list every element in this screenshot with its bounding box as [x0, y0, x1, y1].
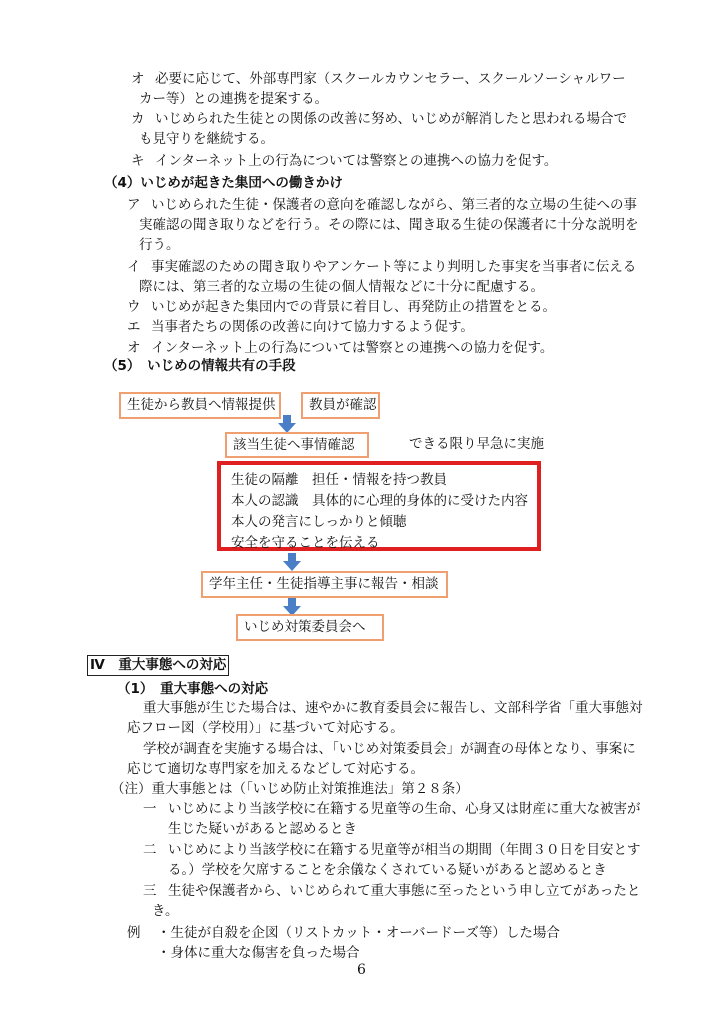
list1-item-o-line2: カー等）との連携を提案する。 — [139, 91, 328, 107]
iv-example-label: 例 — [127, 925, 141, 941]
list1-mark-o: オ — [131, 71, 145, 87]
iv-note-2-line2: る。）学校を欠席することを余儀なくされている疑いがあると認めるとき — [168, 862, 607, 878]
s4-item-o-line1: インターネット上の行為については警察との連携への協力を促す。 — [151, 340, 554, 356]
s4-mark-a: ア — [127, 197, 141, 213]
s4-item-u-line1: いじめが起きた集団内での背景に着目し、再発防止の措置をとる。 — [151, 299, 556, 315]
iv-note-heading: （注）重大事態とは（「いじめ防止対策推進法」第２８条） — [111, 781, 469, 797]
red-line-3: 本人の発言にしっかりと傾聴 — [231, 514, 407, 530]
red-line-2: 本人の認識 具体的に心理的身体的に受けた内容 — [231, 493, 528, 509]
flow-box-student-inquiry: 該当生徒へ事情確認 — [225, 432, 369, 458]
iv-note-1-line1: いじめにより当該学校に在籍する児童等の生命、心身又は財産に重大な被害が — [168, 801, 641, 817]
s4-item-e-line1: 当事者たちの関係の改善に向けて協力するよう促す。 — [151, 319, 474, 335]
list1-mark-ka: カ — [131, 111, 145, 127]
iv-note-mark-1: 一 — [143, 801, 157, 817]
flow-box-info-provide: 生徒から教員へ情報提供 — [119, 392, 281, 419]
flow-note: できる限り早急に実施 — [409, 436, 544, 452]
iv-note-3-line2: き。 — [152, 903, 179, 919]
iv-note-mark-3: 三 — [143, 883, 157, 899]
s4-mark-e: エ — [127, 319, 141, 335]
iv-para1-line1: 重大事態が生じた場合は、速やかに教育委員会に報告し、文部科学省「重大事態対 — [143, 700, 643, 716]
s4-mark-u: ウ — [127, 299, 141, 315]
iv-note-3-line1: 生徒や保護者から、いじめられて重大事態に至ったという申し立てがあったと — [168, 883, 641, 899]
section-iv-heading: Ⅳ 重大事態への対応 — [87, 655, 229, 676]
flow-box-committee: いじめ対策委員会へ — [236, 614, 384, 641]
flow-box-report: 学年主任・生徒指導主事に報告・相談 — [201, 571, 448, 598]
page-number: 6 — [357, 962, 366, 978]
s4-item-a-line1: いじめられた生徒・保護者の意向を確認しながら、第三者的な立場の生徒への事 — [151, 197, 637, 213]
flow-red-box — [217, 461, 541, 551]
list1-mark-ki: キ — [131, 153, 145, 169]
iv-para1-line2: 応フロー図（学校用）」に基づいて対応する。 — [127, 720, 404, 736]
red-line-4: 安全を守ることを伝える — [231, 535, 380, 551]
iv-example-2: ・身体に重大な傷害を負った場合 — [157, 945, 360, 961]
iv-para2-line2: 応じて適切な専門家を加えるなどして対応する。 — [127, 761, 424, 777]
red-line-1: 生徒の隔離 担任・情報を持つ教員 — [231, 472, 447, 488]
s4-item-a-line3: 行う。 — [139, 237, 180, 253]
s4-item-i-line2: 際には、第三者的な立場の生徒の個人情報などに十分に配慮する。 — [139, 279, 544, 295]
iv-note-1-line2: 生じた疑いがあると認めるとき — [168, 821, 357, 837]
s4-mark-i: イ — [127, 259, 141, 275]
down-arrow-icon — [283, 553, 301, 571]
iv-note-2-line1: いじめにより当該学校に在籍する児童等が相当の期間（年間３０日を目安とす — [168, 842, 641, 858]
s4-mark-o: オ — [127, 340, 141, 356]
list1-item-ka-line2: も見守りを継続する。 — [139, 131, 274, 147]
iv-example-1: ・生徒が自殺を企図（リストカット・オーバードーズ等）した場合 — [157, 925, 560, 941]
section4-heading: （4）いじめが起きた集団への働きかけ — [104, 175, 343, 191]
s4-item-i-line1: 事実確認のための聞き取りやアンケート等により判明した事実を当事者に伝える — [151, 259, 637, 275]
iv-para2-line1: 学校が調査を実施する場合は、「いじめ対策委員会」が調査の母体となり、事案に — [143, 741, 636, 757]
flow-box-teacher-confirm: 教員が確認 — [301, 392, 380, 419]
down-arrow-icon — [278, 415, 296, 433]
iv-note-mark-2: 二 — [143, 842, 157, 858]
s4-item-a-line2: 実確認の聞き取りなどを行う。その際には、聞き取る生徒の保護者に十分な説明を — [139, 217, 639, 233]
list1-item-ki-line1: インターネット上の行為については警察との連携への協力を促す。 — [155, 153, 558, 169]
section-iv-sub-heading: （1） 重大事態への対応 — [117, 681, 269, 697]
list1-item-o-line1: 必要に応じて、外部専門家（スクールカウンセラー、スクールソーシャルワー — [155, 71, 626, 87]
section5-heading: （5） いじめの情報共有の手段 — [104, 358, 296, 374]
list1-item-ka-line1: いじめられた生徒との関係の改善に努め、いじめが解消したと思われる場合で — [155, 111, 627, 127]
